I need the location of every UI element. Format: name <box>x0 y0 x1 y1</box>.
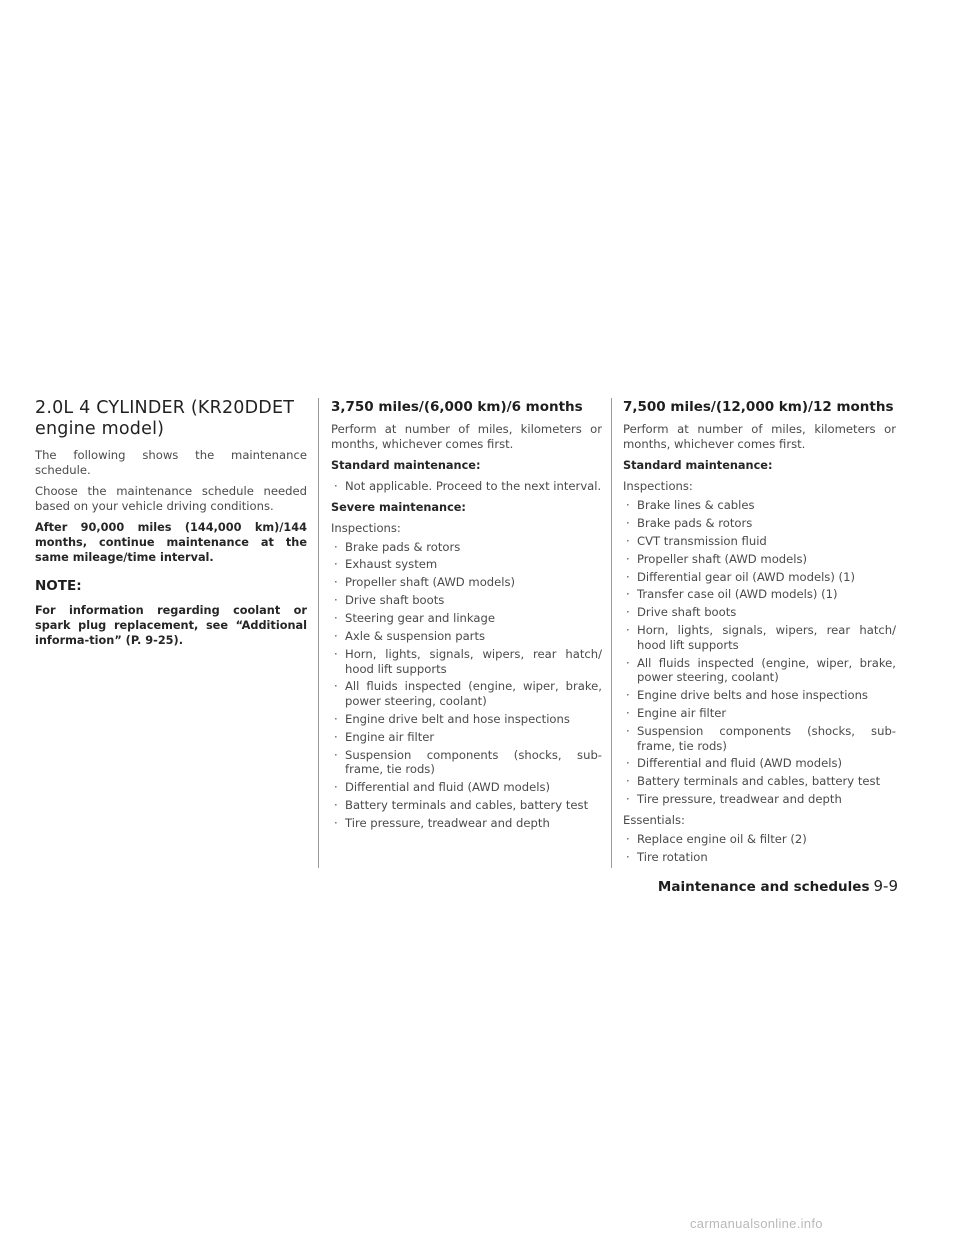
list-item: · Battery terminals and cables, battery test <box>331 798 602 813</box>
list-item: · Steering gear and linkage <box>331 611 602 626</box>
list-item: · Engine air filter <box>623 706 896 721</box>
list-item: · Suspension components (shocks, sub-frame, tie rods) <box>331 748 602 777</box>
list-item: · Differential and fluid (AWD models) <box>331 780 602 795</box>
list-item: · Brake pads & rotors <box>623 516 896 531</box>
list-item: · Tire pressure, treadwear and depth <box>623 792 896 807</box>
list-item: · Engine air filter <box>331 730 602 745</box>
note-text: For information regarding coolant or spark plug replacement, see “Additional informa-tion” (P. 9-25). <box>35 604 307 647</box>
interval-heading: 3,750 miles/(6,000 km)/6 months <box>331 399 583 415</box>
footer-section-title: Maintenance and schedules <box>657 879 870 895</box>
interval-repeat-note: After 90,000 miles (144,000 km)/144 months, continue maintenance at the same mileage/time interval. <box>35 521 307 564</box>
list-item: · Engine drive belt and hose inspections <box>331 712 602 727</box>
interval-intro: Perform at number of miles, kilometers or months, whichever comes first. <box>331 422 602 451</box>
list-item: · Propeller shaft (AWD models) <box>623 552 896 567</box>
list-item: · Replace engine oil & filter (2) <box>623 832 896 847</box>
list-item: · Suspension components (shocks, sub-frame, tie rods) <box>623 724 896 753</box>
page-title <box>35 398 307 440</box>
column-divider <box>611 398 612 868</box>
list-item: · Brake pads & rotors <box>331 540 602 555</box>
page-title-line-1: 2.0L 4 CYLINDER (KR20DDET <box>35 398 295 418</box>
standard-maintenance-label: Standard maintenance: <box>331 459 481 472</box>
inspections-label: Inspections: <box>331 520 401 535</box>
list-item: · Horn, lights, signals, wipers, rear hatch/ hood lift supports <box>623 623 896 652</box>
list-item: · Brake lines & cables <box>623 498 896 513</box>
list-item: · Not applicable. Proceed to the next interval. <box>331 479 602 494</box>
standard-maintenance-label: Standard maintenance: <box>623 459 773 472</box>
list-item: · Horn, lights, signals, wipers, rear hatch/ hood lift supports <box>331 647 602 676</box>
intro-paragraph: The following shows the maintenance schedule. <box>35 448 307 477</box>
page-number: 9-9 <box>873 877 898 895</box>
list-item: · Propeller shaft (AWD models) <box>331 575 602 590</box>
severe-maintenance-label: Severe maintenance: <box>331 500 466 514</box>
column-12-month-interval <box>623 398 896 870</box>
list-item: · Engine drive belts and hose inspections <box>623 688 896 703</box>
essentials-label: Essentials: <box>623 812 685 827</box>
choose-schedule-paragraph: Choose the maintenance schedule needed based on your vehicle driving conditions. <box>35 484 307 513</box>
column-6-month-interval <box>331 398 602 837</box>
standard-maintenance-list <box>331 479 602 494</box>
list-item: · Drive shaft boots <box>331 593 602 608</box>
interval-heading: 7,500 miles/(12,000 km)/12 months <box>623 399 894 415</box>
watermark: carmanualsonline.info <box>690 1216 823 1231</box>
standard-inspections-list <box>623 498 896 807</box>
list-item: · Differential and fluid (AWD models) <box>623 756 896 771</box>
column-intro <box>35 398 307 654</box>
severe-inspections-list <box>331 540 602 831</box>
inspections-label: Inspections: <box>623 479 693 493</box>
list-item: · Exhaust system <box>331 557 602 572</box>
list-item: · Differential gear oil (AWD models) (1) <box>623 570 896 585</box>
list-item: · CVT transmission fluid <box>623 534 896 549</box>
essentials-list <box>623 832 896 864</box>
list-item: · All fluids inspected (engine, wiper, brake, power steering, coolant) <box>623 656 896 685</box>
list-item: · Drive shaft boots <box>623 605 896 620</box>
list-item: · Battery terminals and cables, battery test <box>623 774 896 789</box>
list-item: · Axle & suspension parts <box>331 629 602 644</box>
list-item: · All fluids inspected (engine, wiper, brake, power steering, coolant) <box>331 679 602 708</box>
interval-intro: Perform at number of miles, kilometers or months, whichever comes first. <box>623 422 896 451</box>
note-heading: NOTE: <box>35 578 82 594</box>
page-footer <box>658 876 898 895</box>
column-divider <box>318 398 319 868</box>
list-item: · Tire rotation <box>623 850 896 865</box>
list-item: · Transfer case oil (AWD models) (1) <box>623 587 896 602</box>
page-title-line-2: engine model) <box>35 419 165 439</box>
list-item: · Tire pressure, treadwear and depth <box>331 816 602 831</box>
